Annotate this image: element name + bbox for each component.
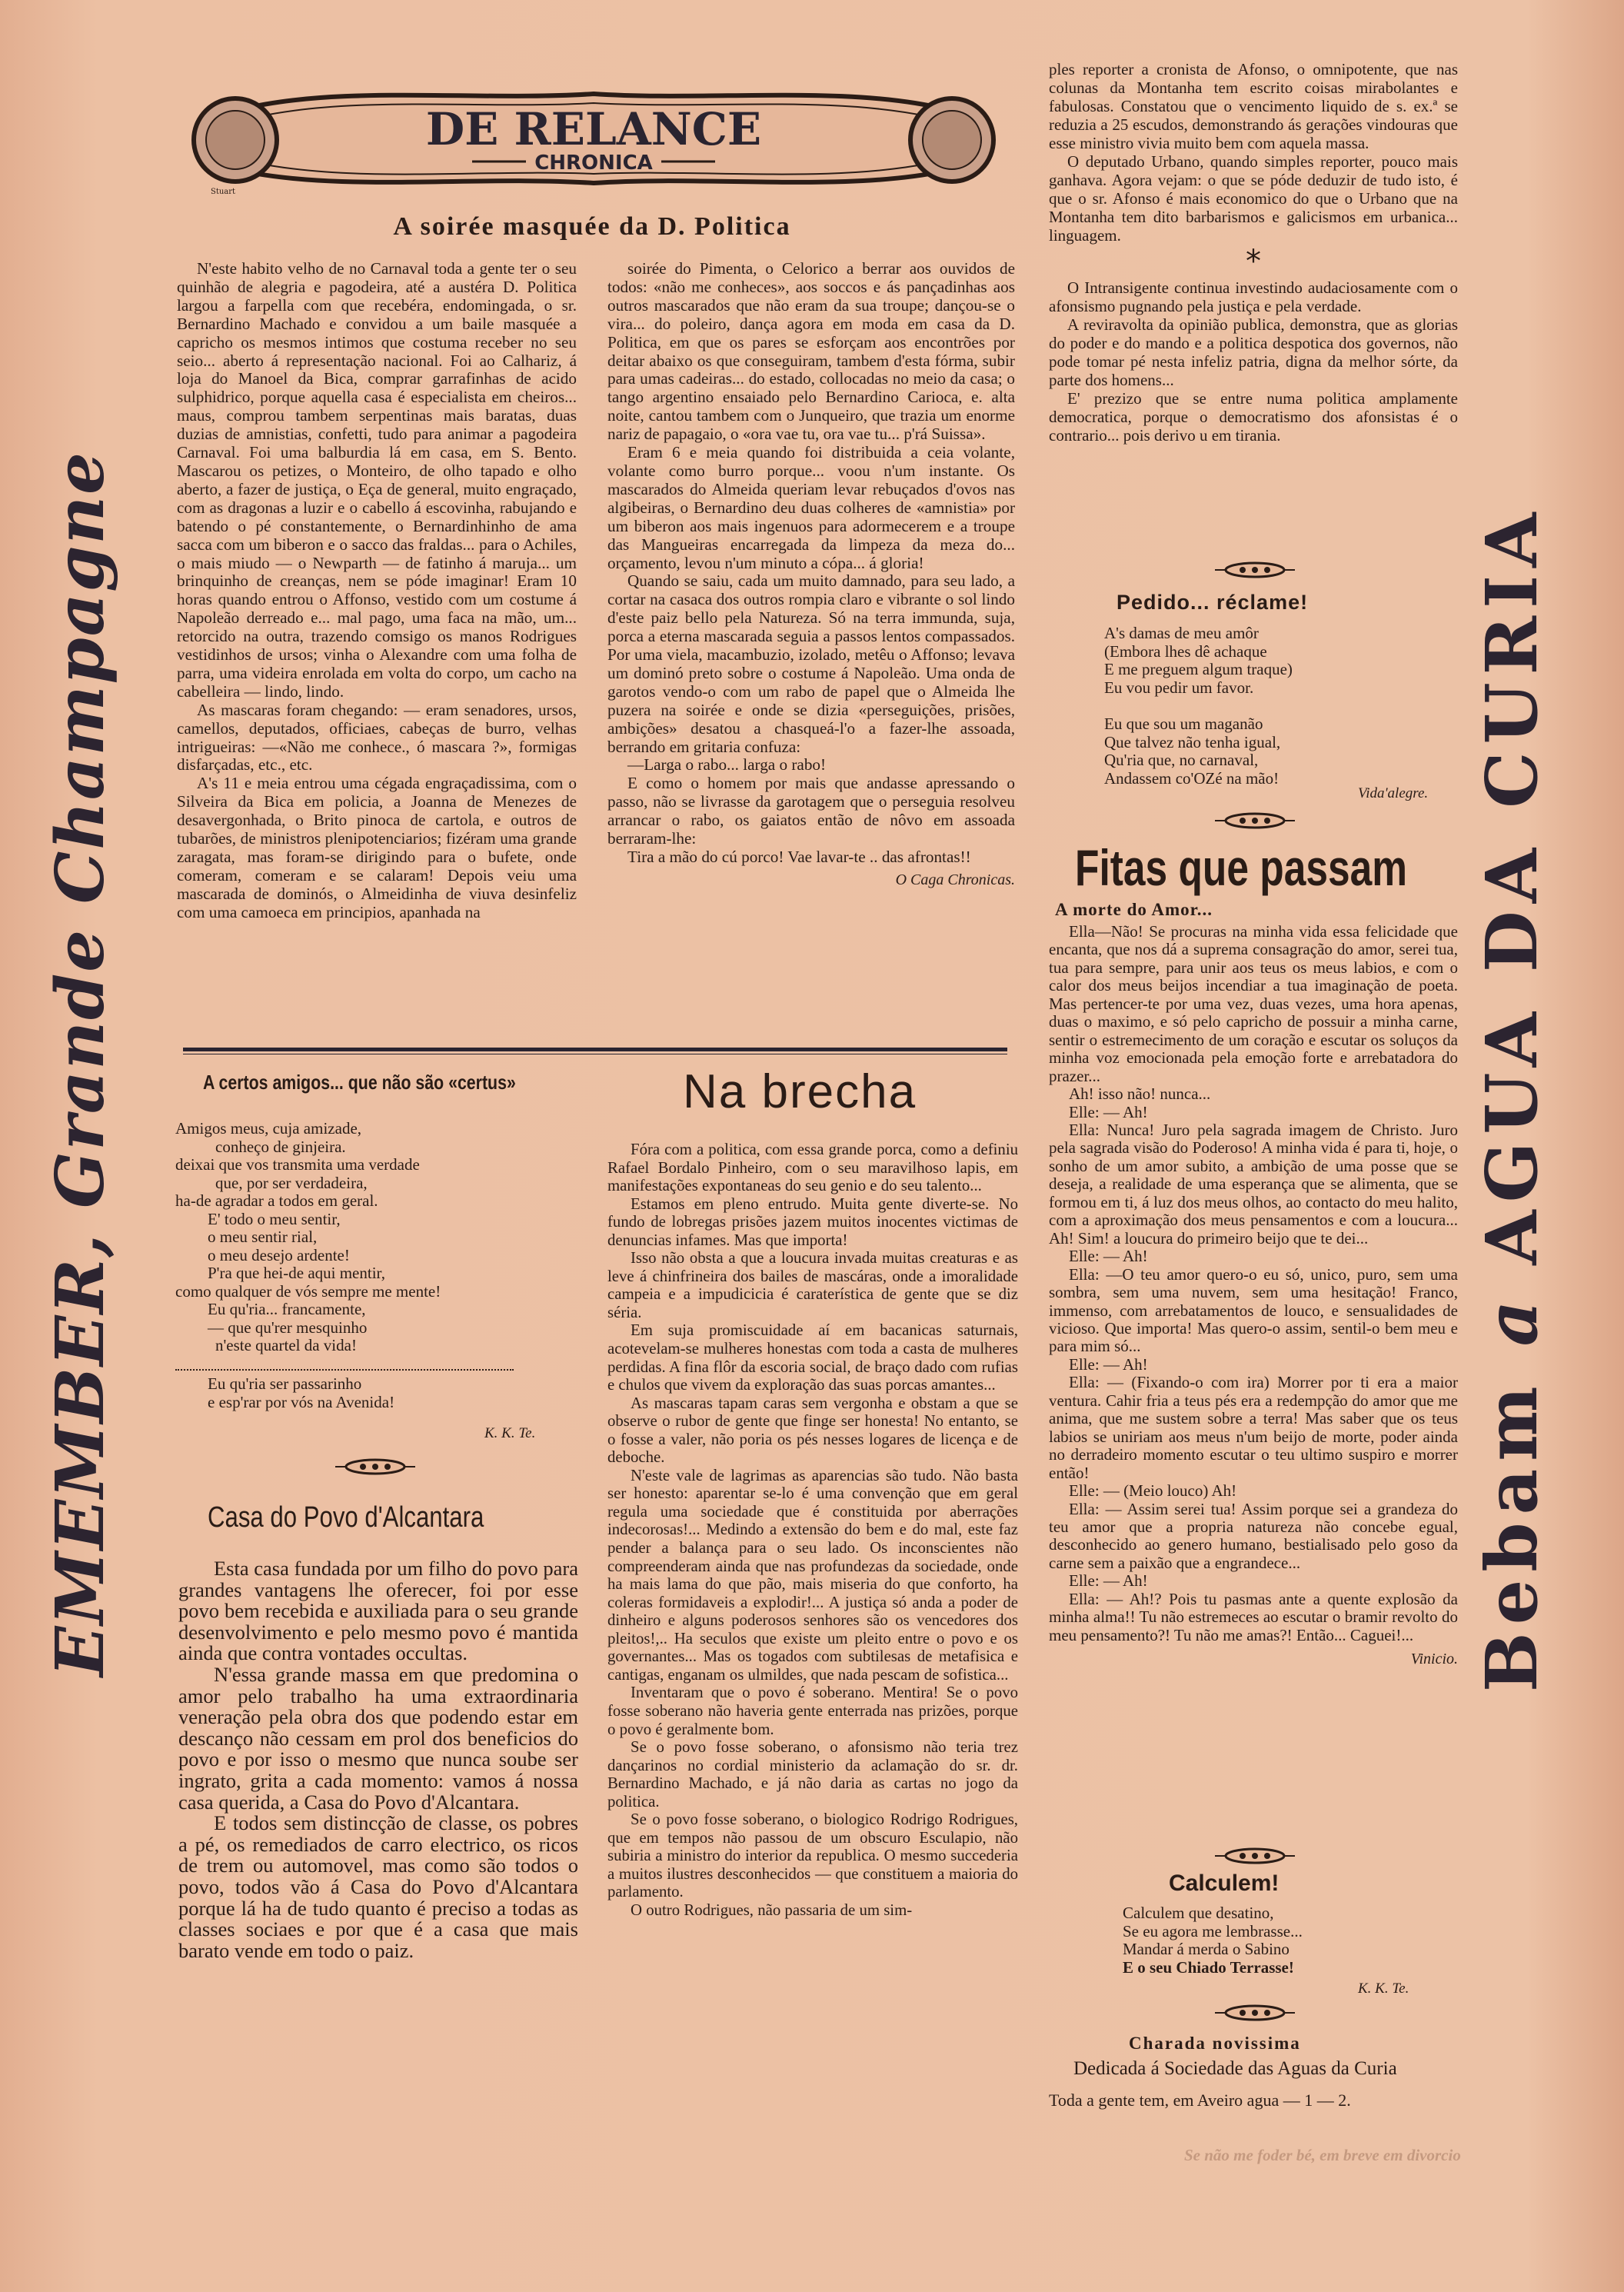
- fitas-line: Ella: — (Fixando-o com ira) Morrer por ti era a maior ventura. Cahir fria a teus pés era a redempção do amor que me anima, que me sustem sobre a terra! Mas saber que os teus labios se uniriam aos meus n'um beijo de morte, poder ainda no derradeiro momento escutar o teu ultimo suspiro e morrer então!: [1049, 1373, 1458, 1482]
- poem-line: e esp'rar por vós na Avenida!: [208, 1392, 395, 1411]
- fitas-line: Ella: —O teu amor quero-o eu só, unico, puro, sem uma sombra, sem uma nuvem, sem uma hesitação! Franco, immenso, com arrebatamentos de louco, e sensualidades de vicioso. Que importa! Mas quero-o assim, sentil-o bem meu e para mim só...: [1049, 1264, 1458, 1356]
- ornament-icon: [1213, 561, 1296, 578]
- de-relance-banner: [188, 78, 1000, 198]
- brecha-article: [607, 1141, 1018, 1920]
- casa-paragraph: E todos sem distincção de classe, os pobres a pé, os remediados de carro electrico, os ricos de trem ou automovel, mas como são todos o povo, todos vão á Casa do Povo d'Alcantara porque lá ha de tudo quanto é preciso a todas as classes sociaes e por que é a casa que mais barato vende em todo o paiz.: [178, 1811, 578, 1962]
- certos-title: A certos amigos... que não são «certus»: [203, 1071, 516, 1094]
- poem-line: Calculem que desatino,: [1123, 1904, 1274, 1922]
- fitas-line: Ella: — Assim serei tua! Assim porque sei a grandeza do teu amor que a propria natureza não concebe egual, desconhecido ao genero humano, bestialisado pelo goso da carne sem a paixão que a engrandece...: [1049, 1499, 1458, 1572]
- certos-signature: K. K. Te.: [484, 1425, 536, 1441]
- charada-title: Charada novissima: [1129, 2034, 1301, 2053]
- banner-subtitle: CHRONICA: [534, 152, 653, 175]
- brecha-paragraph: Inventaram que o povo é soberano. Mentira! Se o povo fosse soberano não haveria gente enterrada nas prizões, porque o povo é geralmente bom.: [607, 1684, 1018, 1738]
- fitas-line: Ella: Nunca! Juro pela sagrada imagem de Christo. Juro pela sagrada visão do Poderoso! A minha vida é para ti, hoje, o sonho de um amor subito, a ambição de uma posse que se deseja, a realidade de uma esperança que se alimenta, que se formou em ti, á luz dos meus olhos, ao contacto do meu halito, com a aproximação dos meus pensamentos e com a loucura... Ah! Sim! a loucura do primeiro beijo que te dei...: [1049, 1120, 1458, 1248]
- poem-line: o meu desejo ardente!: [208, 1245, 350, 1264]
- poem-line: Eu vou pedir um favor.: [1104, 678, 1254, 697]
- poem-line: ha-de agradar a todos em geral.: [175, 1191, 378, 1210]
- casa-article: [178, 1558, 578, 1961]
- calculem-signature: K. K. Te.: [1358, 1981, 1409, 1997]
- poem-line: n'este quartel da vida!: [215, 1336, 357, 1354]
- ornament-icon: [1213, 1847, 1296, 1864]
- certos-poem: [175, 1120, 441, 1355]
- col3-paragraph: ples reporter a cronista de Afonso, o omnipotente, que nas colunas da Montanha tem escrito coisas mirabolantes e fabulosas. Constatou que o vencimento liquido de s. ex.ª se reduzia a 25 escudos, demonstrando ás gerações vindouras que esse ministro vivia muito bem com aquela massa.: [1049, 60, 1458, 152]
- poem-line: (Embora lhes dê achaque: [1104, 641, 1267, 661]
- fitas-line: Ella—Não! Se procuras na minha vida essa felicidade que encanta, que nos dá a suprema consagração do amor, serei tua, tua para sempre, para unir aos teus os meus labios, e com o calor dos meus beijos incendiar a tua imaginação de poeta. Mas pertencer-te por uma vez, duas vezes, uma hora apenas, duas o maximo, e só pelo capricho de possuir a minha carne, sentir o estremecimento de um coração e escutar os soluços da minha voz emocionada pela emoção forte e arrebatadora do prazer...: [1049, 922, 1458, 1085]
- fitas-subtitle: A morte do Amor...: [1055, 900, 1213, 919]
- poem-line: E' todo o meu sentir,: [208, 1209, 341, 1228]
- banner-title: DE RELANCE: [425, 103, 762, 155]
- brecha-paragraph: Estamos em pleno entrudo. Muita gente diverte-se. No fundo de lobregas prisões jazem muitos inocentes victimas de denuncias infames. Mas que importa!: [607, 1194, 1018, 1249]
- poem-line: E me preguem algum traque): [1104, 660, 1293, 678]
- soiree-paragraph: As mascaras foram chegando: — eram senadores, ursos, camellos, deputados, officiaes, cabeças de burro, velhas intrigueiras: —«Não me conhece., ó mascara ?», formigas disfarçadas, etc., etc.: [177, 700, 577, 775]
- brecha-paragraph: N'este vale de lagrimas as aparencias são tudo. Não basta ser honesto: aparentar se-lo é uma convenção que em geral regula uma sociedade que é constituida por aberrações indecorosas!... Medindo a extensão do bem e do mal, este faz pender a balança para o seu lado. Os inconscientes não compreenderam ainda que nas profundezas da sociedade, onde ha mais lama do que pão, mais miseria do que conforto, ha coleras formidaveis a explodir!... A justiça só anda a poder de dinheiro e alguns poderosos senhores são os vencedores dos pleitos!,.. Ha seculos que existe um pleito entre o povo e os governantes... Mas os togados com subtilesas de metafisica e cantigas, enganam os ulmildes, que nada pescam de sofistica...: [607, 1466, 1018, 1684]
- right-ad-caps: AGUA DA CURIA: [1470, 505, 1553, 1265]
- fitas-line: Elle: — Ah!: [1069, 1102, 1148, 1121]
- banner-signature: Stuart: [211, 188, 236, 196]
- poem-line: Mandar á merda o Sabino: [1123, 1940, 1290, 1958]
- fitas-line: Ah! isso não! nunca...: [1069, 1084, 1211, 1104]
- soiree-headline: A soirée masquée da D. Politica: [393, 212, 791, 241]
- poem-line: A's damas de meu amôr: [1104, 624, 1259, 642]
- casa-title: Casa do Povo d'Alcantara: [208, 1501, 484, 1534]
- asterisk-separator: *: [1246, 244, 1261, 279]
- soiree-paragraph: Tira a mão do cú porco! Vae lavar-te .. das afrontas!!: [627, 848, 971, 866]
- soiree-paragraph: Quando se saiu, cada um muito damnado, para seu lado, a cortar na casaca dos outros rompia claro e vibrante o sol lindo d'este paiz bello pela Natureza. Só na terra immunda, suja, porca a eterna mascarada seguia a passos lentos compassados. Por uma viela, macambuzio, izolado, metêu o Affonso; levava um dominó preto sobre o costume á Napoleão. Uma onda de garotos vendo-o com um rabo de papel que o Almeida lhe puzera na soirée e onde se dizia «perseguições, prisões, ambições» desatou a chasqueá-l'o a fazer-lhe assoada, berrando em gritaria confuza:: [607, 571, 1015, 756]
- brecha-paragraph: As mascaras tapam caras sem vergonha e obstam a que se observe o rubor de gente que finge ser honesta! No entanto, se o fosse a valer, não poria os pés nesses logares de licença e de deboche.: [607, 1394, 1018, 1467]
- soiree-signature: O Caga Chronicas.: [895, 871, 1015, 888]
- poem-line: o meu sentir rial,: [208, 1228, 318, 1246]
- right-ad-plain: Bebam: [1470, 1378, 1553, 1692]
- right-sidebar-ad: [1470, 505, 1553, 1692]
- soiree-paragraph: soirée do Pimenta, o Celorico a berrar aos ouvidos de todos: «não me conheces», aos soccos e ás pançadinhas aos outros mascarados que não eram da sua troupe; dançou-se o vira... do poleiro, dança agora em moda em casa da D. Politica, em que os pares se esforçam aos encontrões por deitar abaixo os que conseguiram, tambem d'esta fórma, subir para umas cadeiras... do estado, collocadas no meio da casa; o tango argentino ensaiado pelo Bernardino Carioca, e. alta noite, cantou tambem com o Junqueiro, que trazia um enorme nariz de papagaio, o «ora vae tu, ora vae tu... p'rá Suissa».: [607, 259, 1015, 444]
- soiree-paragraph: Eram 6 e meia quando foi distribuida a ceia volante, volante como burro porque... voou n'um instante. Os mascarados do Almeida queriam levar rebuçados d'ovos nas algibeiras, o Bernardino deu duas colheres de «amnistia» por um biberon aos mais ingenuos para adormecerem e a troupe das Mangueiras encarregada da limpeza da meza do... orçamento, levou n'um minuto a cópa... á gloria!: [607, 443, 1015, 572]
- poem-line: Eu qu'ria ser passarinho: [208, 1374, 362, 1393]
- soiree-paragraph: —Larga o rabo... larga o rabo!: [627, 755, 827, 775]
- poem-line: — que qu'rer mesquinho: [208, 1318, 368, 1337]
- ornament-icon: [334, 1458, 417, 1475]
- fitas-line: Elle: — (Meio louco) Ah!: [1069, 1481, 1237, 1501]
- fitas-article: [1049, 923, 1458, 1669]
- casa-paragraph: Esta casa fundada por um filho do povo para grandes vantagens lhe oferecer, foi por esse povo bem recebida e auxiliada para o seu grande desenvolvimento e pelo mesmo povo é mantida ainda que contra vontades occultas.: [178, 1557, 578, 1665]
- fitas-title: Fitas que passam: [1075, 839, 1408, 896]
- poem-line: Que talvez não tenha igual,: [1104, 732, 1281, 751]
- dotted-separator: [175, 1369, 514, 1371]
- soiree-paragraph: A's 11 e meia entrou uma cégada engraçadissima, com o Silveira da Bica em policia, a Joanna de Menezes de desavergonhada, o Brito pinoca de cartola, e outros de tubarões, de ministros plenipotenciarios; fizéram uma grande zaragata, mas foram-se dirigindo para o bufete, onde comeram, comeram e se calaram! Depois veiu uma mascarada de dominós, o Almeidinha de viuva desinfeliz com uma camoeca em principios, apanhada na: [177, 774, 577, 921]
- poem-line: Eu qu'ria... francamente,: [208, 1300, 366, 1318]
- soiree-paragraph: N'este habito velho de no Carnaval toda a gente ter o seu quinhão de alegria e pagodeira, até a austéra D. Politica largou a farpella com que recebéra, endomingada, o sr. Bernardino Machado e convidou a um baile masquée a capricho os mesmos intimos que costuma receber no seu seio... aberto á representação nacional. Foi ao Calhariz, á loja do Manoel da Bica, comprar garrafinhas de acido sulphidrico, porque aquella casa é especialista em cheiros... maus, comprou tambem serpentinas mais baratas, duas duzias de amnistias, confetti, tudo para animar a pagodeira Carnaval. Foi uma balburdia lá em casa, em S. Bento. Mascarou os petizes, o Monteiro, de olho tapado e olho aberto, a fazer de justiça, o Eça de general, muito engraçado, com as dragonas a luzir e o cabello á escovinha, rabujando e batendo o pé constantemente, o Bernardinhinho de ama sacca com um biberon e o sacco das fraldas... para o Achiles, o mais miudo — o Newparth — de fatinho á maruja... um brinquinho de creanças, nem se póde imaginar! Eram 10 horas quando entrou o Affonso, vestido com um costume á Napoleão derreado e... mal pago, uma faca na mão, um... retorcido na outra, trazendo comsigo os manos Rodrigues vestidinhos de ursos; vinha o Alexandre com uma folha de parra, uma videira enrolada em volta do corpo, um cacho na cabelleira — lindo, lindo.: [177, 259, 577, 701]
- brecha-paragraph: Isso não obsta a que a loucura invada muitas creaturas e as leve á chinfrineira dos bailes de mascáras, onde a imoralidade campeia e a impudicicia é caraterística de gente que se diz séria.: [607, 1249, 1018, 1321]
- section-divider: [183, 1048, 1007, 1051]
- poem-line: Andassem co'OZé na mão!: [1104, 768, 1280, 788]
- fitas-line: Ella: — Ah!? Pois tu pasmas ante a quente explosão da minha alma!! Tu não estremeces ao escutar o bramir revolto do meu pensamento?! Tu não me amas?! Então... Caguei!...: [1049, 1589, 1458, 1644]
- soiree-col-1: [177, 260, 577, 922]
- ornament-icon: [1213, 2004, 1296, 2021]
- brecha-paragraph: Se o povo fosse soberano, o afonsismo não teria trez dançarinos no cordial ministerio da aclamação do sr. dr. Bernardino Machado, e já não daria as cartas no jogo da politica.: [607, 1738, 1018, 1811]
- col3-paragraph: O deputado Urbano, quando simples reporter, pouco mais ganhava. Agora vejam: o que se póde deduzir de tudo isto, é que o sr. Afonso é mais economico do que o Urbano que na Montanha tem dito barbarismos e galicismos em urbanica... linguagem.: [1049, 152, 1458, 245]
- poem-line: Qu'ria que, no carnaval,: [1104, 751, 1259, 769]
- bleed-through-text: Se não me foder bé, em breve em divorcio: [1184, 2146, 1461, 2164]
- charada-clue: Toda a gente tem, em Aveiro agua — 1 — 2.: [1049, 2090, 1351, 2110]
- col3-paragraph: E' prezizo que se entre numa politica amplamente democratica, porque o democratismo dos afonsistas é o contrario... pois derivo u em tirania.: [1049, 389, 1458, 445]
- poem-line: deixai que vos transmita uma verdade: [175, 1155, 420, 1174]
- brecha-paragraph: Fóra com a politica, com essa grande porca, como a definiu Rafael Bordalo Pinheiro, com o seu maravilhoso lapis, em manifestações expontaneas do seu genio e do seu talento...: [607, 1141, 1018, 1195]
- calculem-poem: [1123, 1904, 1303, 1977]
- charada-dedication: Dedicada á Sociedade das Aguas da Curia: [1073, 2058, 1397, 2079]
- brecha-paragraph: Em suja promiscuidade aí em bacanicas saturnais, acotevelam-se mulheres honestas com toda a casta de mulheres perdidas. A fina flôr da escoria social, de braço dado com rufias e chulos que vivem da exploração das suas porcas amantes...: [607, 1321, 1018, 1394]
- poem-line: conheço de ginjeira.: [215, 1137, 346, 1156]
- casa-paragraph: N'essa grande massa em que predomina o amor pelo trabalho ha uma extraordinaria veneração pela obra dos que podendo estar em descanço não cessam em prol dos beneficios do povo e por isso o mesmo que nunca soube ser ingrato, grita a cada momento: vamos á nossa casa querida, a Casa do Povo d'Alcantara.: [178, 1662, 578, 1814]
- pedido-poem: [1104, 625, 1293, 788]
- col3-continued: [1049, 60, 1458, 445]
- poem-line: que, por ser verdadeira,: [215, 1173, 368, 1192]
- poem-line: como qualquer de vós sempre me mente!: [175, 1281, 441, 1301]
- soiree-paragraph: E como o homem por mais que andasse apressando o passo, não se livrasse da garotagem que o perseguia resolveu arrancar o rabo, os gaiatos então de nôvo em assoada berraram-lhe:: [607, 774, 1015, 848]
- fitas-signature: Vinicio.: [1410, 1651, 1458, 1668]
- brecha-title: Na brecha: [683, 1065, 917, 1118]
- soiree-col-2: [607, 260, 1015, 890]
- fitas-line: Elle: — Ah!: [1069, 1571, 1148, 1591]
- brecha-paragraph: Se o povo fosse soberano, o biologico Rodrigo Rodrigues, que em tempos não passou de um obscuro Esculapio, não subiria a ministro do interior da republica. O mesmo succederia a muitos ilustres desconhecidos — que constituem a maioria do parlamento.: [607, 1811, 1018, 1901]
- pedido-signature: Vida'alegre.: [1358, 785, 1429, 801]
- col3-paragraph: O Intransigente continua investindo audaciosamente com o afonsismo pugnando pela justiça e pela verdade.: [1049, 278, 1458, 315]
- fitas-line: Elle: — Ah!: [1069, 1354, 1148, 1374]
- fitas-line: Elle: — Ah!: [1069, 1247, 1148, 1266]
- poem-line: Amigos meus, cuja amizade,: [175, 1119, 362, 1138]
- pedido-title: Pedido... réclame!: [1116, 591, 1309, 614]
- col3-paragraph: A reviravolta da opinião publica, demonstra, que as glorias do poder e do mando e a politica despotica dos governos, não pode tomar pé nesta infeliz patria, digna da melhor sórte, da parte dos homens...: [1049, 315, 1458, 389]
- left-sidebar-ad: EMEMBER, Grande Champagne: [42, 451, 119, 1677]
- poem-line: Eu que sou um maganão: [1104, 715, 1263, 733]
- poem-line: P'ra que hei-de aqui mentir,: [208, 1264, 385, 1282]
- calculem-title: Calculem!: [1169, 1871, 1280, 1896]
- right-ad-italic: a: [1470, 1297, 1553, 1347]
- poem-line: E o seu Chiado Terrasse!: [1123, 1957, 1294, 1977]
- brecha-paragraph: O outro Rodrigues, não passaria de um sim-: [631, 1901, 913, 1919]
- ornament-icon: [1213, 812, 1296, 829]
- certos-poem-end: [175, 1375, 394, 1411]
- poem-line: Se eu agora me lembrasse...: [1123, 1921, 1303, 1941]
